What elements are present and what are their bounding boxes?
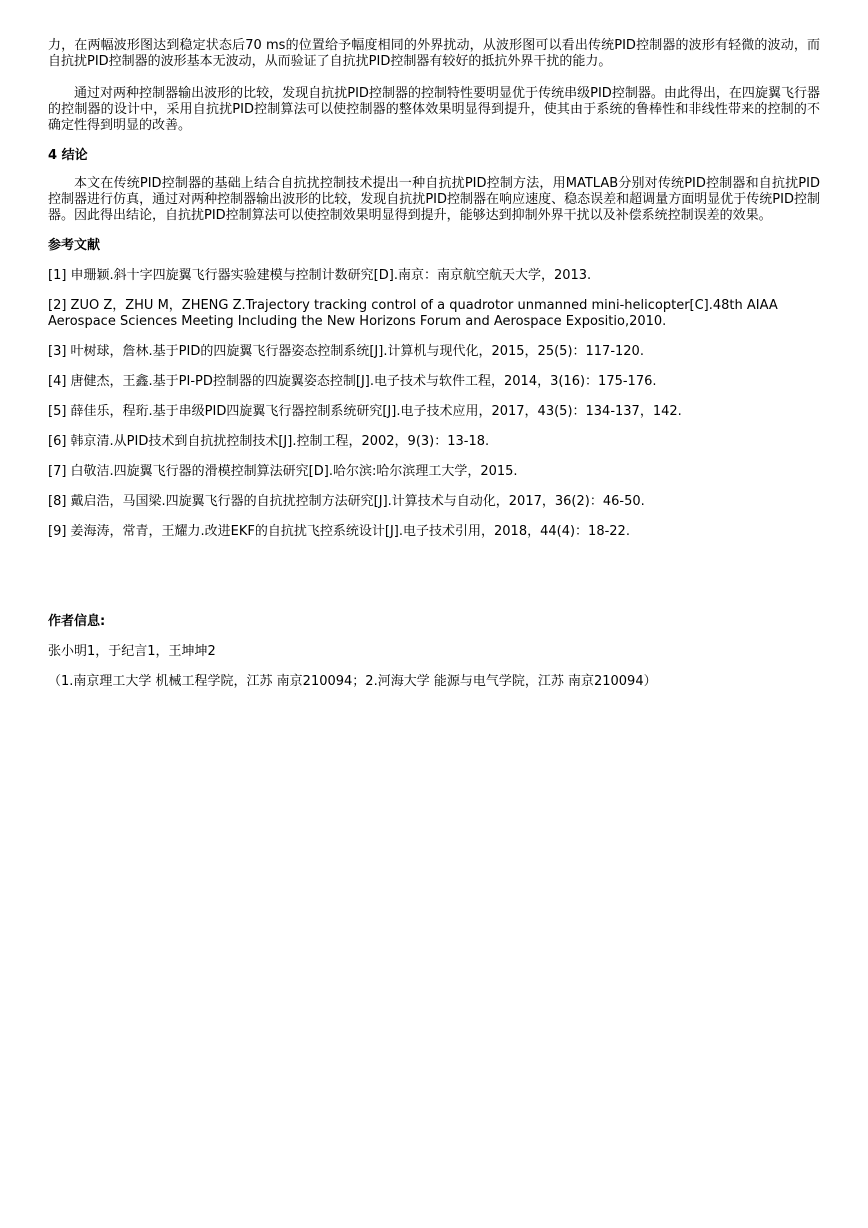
reference-item-4: [4] 唐健杰，王鑫.基于PI-PD控制器的四旋翼姿态控制[J].电子技术与软件工程，2014，3(16)：175-176. [48,374,657,389]
paper-page [48,38,820,690]
reference-item-6: [6] 韩京清.从PID技术到自抗扰控制技术[J].控制工程，2002，9(3)：13-18. [48,434,490,449]
reference-item-5: [5] 薛佳乐，程珩.基于串级PID四旋翼飞行器控制系统研究[J].电子技术应用，2017，43(5)：134-137，142. [48,404,682,419]
reference-item-7: [7] 白敬洁.四旋翼飞行器的滑模控制算法研究[D].哈尔滨:哈尔滨理工大学，2015. [48,464,518,479]
section-heading-conclusion: 4 结论 [48,148,88,163]
reference-item-3: [3] 叶树球，詹林.基于PID的四旋翼飞行器姿态控制系统[J].计算机与现代化，2015，25(5)：117-120. [48,344,644,359]
body-paragraph-1: 力，在两幅波形图达到稳定状态后70 ms的位置给予幅度相同的外界扰动，从波形图可以看出传统PID控制器的波形有轻微的波动，而自抗扰PID控制器的波形基本无波动，从而验证了自抗扰PID控制器有较好的抵抗外界干扰的能力。 [48,38,820,69]
author-names: 张小明1，于纪言1，王坤坤2 [48,644,216,659]
author-affiliations: （1.南京理工大学 机械工程学院，江苏 南京210094；2.河海大学 能源与电气学院，江苏 南京210094） [48,674,657,689]
reference-item-1: [1] 申珊颖.斜十字四旋翼飞行器实验建模与控制计数研究[D].南京：南京航空航天大学，2013. [48,268,592,283]
conclusion-paragraph: 本文在传统PID控制器的基础上结合自抗扰控制技术提出一种自抗扰PID控制方法，用MATLAB分别对传统PID控制器和自抗扰PID控制器进行仿真，通过对两种控制器输出波形的比较，发现自抗扰PID控制器在响应速度、稳态误差和超调量方面明显优于传统PID控制器。因此得出结论，自抗扰PID控制算法可以使控制效果明显得到提升，能够达到抑制外界干扰以及补偿系统控制误差的效果。 [48,176,820,223]
body-paragraph-2: 通过对两种控制器输出波形的比较，发现自抗扰PID控制器的控制特性要明显优于传统串级PID控制器。由此得出，在四旋翼飞行器的控制器的设计中，采用自抗扰PID控制算法可以使控制器的整体效果明显得到提升，使其由于系统的鲁棒性和非线性带来的控制的不确定性得到明显的改善。 [48,86,820,133]
reference-item-8: [8] 戴启浩，马国梁.四旋翼飞行器的自抗扰控制方法研究[J].计算技术与自动化，2017，36(2)：46-50. [48,494,645,509]
references-heading: 参考文献 [48,238,101,253]
reference-item-9: [9] 姜海涛，常青，王耀力.改进EKF的自抗扰飞控系统设计[J].电子技术引用，2018，44(4)：18-22. [48,524,630,539]
reference-list [48,268,820,540]
reference-item-2: [2] ZUO Z，ZHU M，ZHENG Z.Trajectory tracking control of a quadrotor unmanned mini-helicopter[C].48th AIAA Aerospace Sciences Meeting Including the New Horizons Forum and Aerospace Expositio,2010. [48,298,778,329]
author-info-heading: 作者信息: [48,614,106,629]
